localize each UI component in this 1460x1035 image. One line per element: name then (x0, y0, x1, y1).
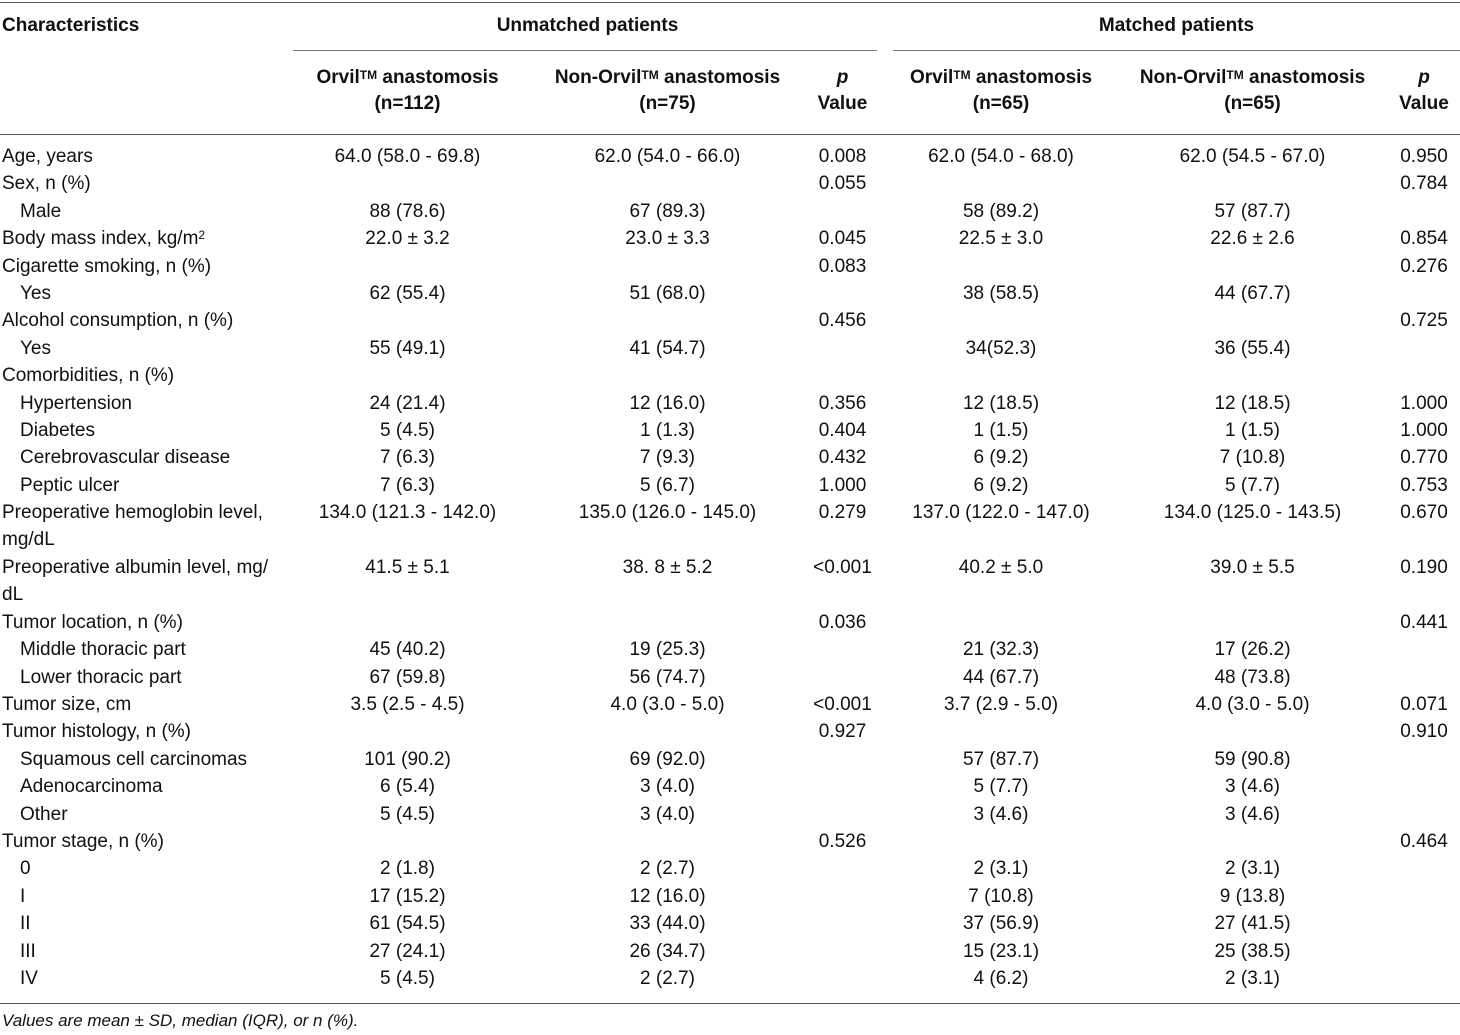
p-unmatched-value: 0.036 (818, 611, 867, 633)
row-label-text: Alcohol consumption, n (%) (2, 310, 234, 332)
row-label (2, 718, 191, 745)
orvil-unmatched-value: 62 (55.4) (369, 283, 446, 304)
header-p-matched: p (1418, 67, 1430, 88)
nonorvil-matched-value: 1 (1.5) (1225, 420, 1280, 441)
orvil-unmatched-value: 5 (4.5) (380, 968, 435, 989)
row-label (20, 664, 182, 691)
p-unmatched-value: 0.526 (818, 831, 867, 852)
orvil-unmatched-value: 27 (24.1) (369, 940, 446, 962)
nonorvil-unmatched-value: 12 (16.0) (629, 392, 706, 414)
p-unmatched-value: 0.008 (818, 146, 867, 167)
table-bottom-rule (0, 1003, 1460, 1004)
orvil-matched-value: 40.2 ± 5.0 (958, 557, 1044, 578)
nonorvil-unmatched-value: 38. 8 ± 5.2 (622, 557, 713, 578)
p-unmatched-value: 1.000 (818, 474, 867, 496)
table-row (0, 773, 1460, 800)
table-row (0, 170, 1460, 197)
orvil-matched-value: 4 (6.2) (973, 968, 1029, 989)
orvil-matched-value: 58 (89.2) (962, 200, 1040, 222)
row-label-superscript: 2 (198, 228, 206, 243)
nonorvil-matched-value: 134.0 (125.0 - 143.5) (1163, 502, 1342, 524)
table-row (0, 225, 1460, 252)
table-row (0, 499, 1460, 555)
nonorvil-matched-value: 62.0 (54.5 - 67.0) (1179, 146, 1326, 167)
nonorvil-unmatched-value: 51 (68.0) (629, 283, 706, 304)
p-matched-value: 0.854 (1400, 228, 1448, 250)
nonorvil-unmatched-value: 3 (4.0) (640, 776, 695, 798)
orvil-unmatched-value: 134.0 (121.3 - 142.0) (318, 502, 497, 524)
table-row (0, 718, 1460, 745)
orvil-suffix: anastomosis (970, 67, 1093, 88)
row-label-text: Comorbidities, n (%) (2, 365, 175, 387)
p-unmatched-value: 0.045 (818, 228, 867, 250)
row-label (20, 801, 68, 828)
table-row (0, 390, 1460, 417)
trademark-sup: TM (359, 68, 378, 82)
table-row (0, 472, 1460, 499)
row-label (2, 691, 131, 718)
row-label (20, 883, 25, 910)
row-label-text: III (20, 940, 36, 962)
table-row (0, 938, 1460, 965)
nonorvil-matched-value: 48 (73.8) (1214, 666, 1291, 688)
orvil-unmatched-value: 22.0 ± 3.2 (365, 228, 450, 250)
orvil-unmatched-value: 3.5 (2.5 - 4.5) (350, 694, 465, 715)
row-label (20, 472, 119, 499)
table-row (0, 362, 1460, 389)
nonorvil-matched-value: 57 (87.7) (1214, 200, 1291, 222)
table-top-rule (0, 2, 1460, 3)
orvil-unmatched-value: 7 (6.3) (380, 447, 435, 469)
table-row (0, 801, 1460, 828)
orvil-unmatched-value: 2 (1.8) (380, 858, 435, 880)
table-row (0, 280, 1460, 307)
row-label (2, 499, 287, 553)
orvil-matched-value: 12 (18.5) (962, 392, 1040, 414)
p-matched-value: 0.670 (1400, 502, 1448, 524)
row-label (20, 390, 132, 417)
orvil-unmatched-value: 55 (49.1) (369, 337, 446, 359)
orvil-matched-value: 34(52.3) (965, 337, 1037, 359)
row-label (20, 965, 38, 992)
row-label (2, 225, 205, 252)
nonorvil-unmatched-value: 56 (74.7) (629, 666, 706, 688)
orvil-unmatched-value: 67 (59.8) (369, 666, 446, 688)
header-orvil-matched (890, 66, 1112, 90)
orvil-unmatched-value: 45 (40.2) (369, 639, 446, 661)
nonorvil-matched-value: 44 (67.7) (1214, 283, 1291, 304)
orvil-matched-value: 22.5 ± 3.0 (958, 228, 1044, 250)
row-label-text: I (20, 885, 26, 907)
orvil-matched-value: 6 (9.2) (973, 474, 1029, 496)
orvil-matched-value: 44 (67.7) (962, 666, 1040, 688)
nonorvil-name: Non-Orvil (554, 67, 642, 88)
table-row (0, 335, 1460, 362)
nonorvil-matched-value: 9 (13.8) (1219, 885, 1286, 907)
row-label-text: Body mass index, kg/m (2, 228, 199, 250)
row-label (2, 307, 233, 334)
table-row (0, 307, 1460, 334)
row-label (20, 417, 95, 444)
nonorvil-matched-value: 27 (41.5) (1214, 913, 1291, 935)
table-row (0, 691, 1460, 718)
nonorvil-matched-value: 36 (55.4) (1214, 337, 1291, 359)
nonorvil-unmatched-value: 1 (1.3) (640, 420, 695, 441)
orvil-matched-value: 37 (56.9) (962, 913, 1040, 935)
matched-group-rule (893, 50, 1460, 51)
table-row (0, 417, 1460, 444)
table-row (0, 636, 1460, 663)
orvil-matched-value: 137.0 (122.0 - 147.0) (912, 502, 1090, 524)
row-label-text: Tumor size, cm (2, 694, 132, 715)
table-row (0, 910, 1460, 937)
orvil-matched-value: 7 (10.8) (968, 885, 1034, 907)
row-label (2, 143, 93, 170)
row-label-text: Preoperative hemoglobin level, mg/dL (2, 502, 263, 551)
nonorvil-matched-value: 39.0 ± 5.5 (1210, 557, 1295, 578)
row-label (2, 362, 174, 389)
p-unmatched-value: 0.083 (818, 255, 867, 277)
orvil-matched-value: 57 (87.7) (962, 748, 1040, 770)
row-label (20, 444, 230, 471)
table-row (0, 855, 1460, 882)
orvil-unmatched-value: 7 (6.3) (380, 474, 435, 496)
row-label-text: Middle thoracic part (20, 639, 186, 661)
p-unmatched-value: <0.001 (813, 557, 872, 578)
nonorvil-matched-value: 4.0 (3.0 - 5.0) (1195, 694, 1310, 715)
row-label-text: Age, years (2, 146, 93, 167)
header-matched-patients: Matched patients (1098, 15, 1255, 36)
row-label (20, 198, 61, 225)
nonorvil-matched-value: 3 (4.6) (1225, 776, 1280, 798)
nonorvil-unmatched-value: 2 (2.7) (640, 858, 695, 880)
table-row (0, 609, 1460, 636)
p-unmatched-value: 0.927 (818, 721, 867, 743)
trademark-sup: TM (1226, 68, 1244, 82)
row-label-text: Yes (20, 283, 51, 304)
row-label-text: Male (20, 200, 62, 222)
table-row (0, 253, 1460, 280)
orvil-unmatched-value: 5 (4.5) (380, 803, 435, 825)
row-label-text: Tumor histology, n (%) (2, 721, 191, 743)
nonorvil-unmatched-value: 33 (44.0) (629, 913, 706, 935)
nonorvil-unmatched-value: 2 (2.7) (640, 968, 695, 989)
table-footnote: Values are mean ± SD, median (IQR), or n (%). (2, 1011, 359, 1030)
orvil-unmatched-value: 17 (15.2) (369, 885, 446, 907)
p-matched-value: 0.725 (1400, 310, 1448, 332)
nonorvil-matched-value: 5 (7.7) (1225, 474, 1280, 496)
orvil-unmatched-value: 64.0 (58.0 - 69.8) (334, 146, 481, 167)
row-label (20, 910, 31, 937)
orvil-matched-value: 1 (1.5) (973, 420, 1029, 441)
header-p-unmatched: p (836, 67, 849, 88)
nonorvil-unmatched-value: 5 (6.7) (640, 474, 695, 496)
orvil-matched-value: 5 (7.7) (973, 776, 1029, 798)
row-label (20, 335, 51, 362)
p-matched-value: 0.753 (1400, 474, 1448, 496)
nonorvil-unmatched-value: 4.0 (3.0 - 5.0) (610, 694, 725, 715)
row-label (2, 609, 183, 636)
table-row (0, 746, 1460, 773)
unmatched-group-rule (293, 50, 877, 51)
nonorvil-matched-value: 7 (10.8) (1219, 447, 1286, 469)
row-label-text: 0 (20, 858, 31, 880)
p-matched-value: 0.770 (1400, 447, 1448, 469)
orvil-matched-value: 38 (58.5) (962, 283, 1040, 304)
header-orvil-unmatched-n: (n=112) (374, 93, 441, 114)
nonorvil-matched-value: 12 (18.5) (1214, 392, 1291, 414)
row-label-text: Hypertension (20, 392, 132, 414)
row-label (2, 828, 164, 855)
orvil-matched-value: 6 (9.2) (973, 447, 1029, 469)
table-row (0, 883, 1460, 910)
row-label (20, 855, 31, 882)
p-unmatched-value: 0.279 (818, 502, 867, 524)
trademark-sup: TM (641, 68, 659, 82)
nonorvil-unmatched-value: 62.0 (54.0 - 66.0) (594, 146, 741, 167)
table-row (0, 965, 1460, 992)
orvil-matched-value: 15 (23.1) (962, 940, 1040, 962)
p-unmatched-value: 0.456 (818, 310, 867, 332)
header-orvil-unmatched (295, 66, 520, 90)
nonorvil-unmatched-value: 7 (9.3) (640, 447, 695, 469)
p-unmatched-value: 0.055 (818, 173, 867, 195)
p-unmatched-value: <0.001 (813, 694, 872, 715)
header-unmatched-patients: Unmatched patients (496, 15, 679, 36)
header-nonorvil-unmatched-n: (n=75) (639, 93, 696, 114)
row-label-text: Preoperative albumin level, mg/ dL (2, 557, 269, 605)
header-characteristics: Characteristics (2, 15, 140, 36)
row-label (2, 554, 287, 608)
nonorvil-matched-value: 2 (3.1) (1225, 968, 1280, 989)
row-label-text: Other (20, 803, 68, 825)
orvil-unmatched-value: 5 (4.5) (380, 420, 435, 441)
p-matched-value: 0.441 (1400, 611, 1448, 633)
nonorvil-suffix: anastomosis (1243, 67, 1366, 88)
nonorvil-matched-value: 2 (3.1) (1225, 858, 1280, 880)
header-nonorvil-unmatched (535, 66, 800, 90)
p-matched-value: 0.950 (1400, 146, 1448, 167)
row-label-text: Lower thoracic part (20, 666, 182, 688)
orvil-unmatched-value: 61 (54.5) (369, 913, 446, 935)
row-label-text: Tumor stage, n (%) (2, 831, 164, 852)
header-orvil-matched-n: (n=65) (972, 93, 1030, 114)
nonorvil-matched-value: 3 (4.6) (1225, 803, 1280, 825)
row-label-text: Diabetes (20, 420, 95, 441)
p-unmatched-value: 0.404 (818, 420, 867, 441)
header-nonorvil-matched (1125, 66, 1380, 90)
orvil-unmatched-value: 101 (90.2) (364, 748, 451, 770)
row-label-text: Sex, n (%) (2, 173, 91, 195)
orvil-suffix: anastomosis (377, 67, 499, 88)
orvil-matched-value: 3 (4.6) (973, 803, 1029, 825)
p-matched-value: 0.071 (1400, 694, 1448, 715)
row-label-text: Yes (20, 337, 51, 359)
row-label-text: Adenocarcinoma (20, 776, 163, 798)
nonorvil-name: Non-Orvil (1139, 67, 1227, 88)
header-bottom-rule (0, 134, 1460, 135)
nonorvil-unmatched-value: 23.0 ± 3.3 (625, 228, 710, 250)
nonorvil-unmatched-value: 67 (89.3) (629, 200, 706, 222)
row-label-text: II (20, 913, 31, 935)
row-label (2, 170, 91, 197)
nonorvil-unmatched-value: 135.0 (126.0 - 145.0) (578, 502, 757, 524)
nonorvil-matched-value: 25 (38.5) (1214, 940, 1291, 962)
table-row (0, 198, 1460, 225)
orvil-matched-value: 21 (32.3) (962, 639, 1040, 661)
orvil-unmatched-value: 41.5 ± 5.1 (365, 557, 450, 578)
orvil-unmatched-value: 88 (78.6) (369, 200, 446, 222)
nonorvil-unmatched-value: 41 (54.7) (629, 337, 706, 359)
row-label-text: Squamous cell carcinomas (20, 748, 248, 770)
row-label (2, 253, 211, 280)
trademark-sup: TM (953, 68, 971, 82)
header-nonorvil-matched-n: (n=65) (1224, 93, 1281, 114)
table-row (0, 554, 1460, 610)
row-label (20, 280, 51, 307)
table-row (0, 444, 1460, 471)
nonorvil-unmatched-value: 26 (34.7) (629, 940, 706, 962)
nonorvil-matched-value: 22.6 ± 2.6 (1210, 228, 1295, 250)
p-unmatched-value: 0.432 (818, 447, 867, 469)
row-label (20, 636, 186, 663)
row-label (20, 746, 247, 773)
p-matched-value: 1.000 (1400, 392, 1448, 414)
p-matched-value: 0.784 (1400, 173, 1448, 195)
orvil-name: Orvil (909, 67, 954, 88)
nonorvil-unmatched-value: 19 (25.3) (629, 639, 706, 661)
orvil-name: Orvil (316, 67, 360, 88)
table-row (0, 664, 1460, 691)
orvil-unmatched-value: 24 (21.4) (369, 392, 446, 414)
row-label (20, 773, 163, 800)
row-label-text: IV (20, 968, 38, 989)
row-label-text: Tumor location, n (%) (2, 611, 183, 633)
table-row (0, 828, 1460, 855)
row-label (20, 938, 36, 965)
header-value-unmatched: Value (817, 93, 868, 114)
p-matched-value: 0.464 (1400, 831, 1448, 852)
nonorvil-matched-value: 59 (90.8) (1214, 748, 1291, 770)
orvil-matched-value: 62.0 (54.0 - 68.0) (928, 146, 1074, 167)
row-label-text: Cerebrovascular disease (20, 447, 231, 469)
nonorvil-unmatched-value: 69 (92.0) (629, 748, 706, 770)
row-label-text: Peptic ulcer (20, 474, 120, 496)
orvil-unmatched-value: 6 (5.4) (380, 776, 435, 798)
nonorvil-matched-value: 17 (26.2) (1214, 639, 1291, 661)
p-matched-value: 0.190 (1400, 557, 1448, 578)
table-row (0, 143, 1460, 170)
p-matched-value: 0.910 (1400, 721, 1448, 743)
p-matched-value: 1.000 (1400, 420, 1448, 441)
nonorvil-unmatched-value: 12 (16.0) (629, 885, 706, 907)
row-label-text: Cigarette smoking, n (%) (2, 255, 212, 277)
nonorvil-unmatched-value: 3 (4.0) (640, 803, 695, 825)
nonorvil-suffix: anastomosis (658, 67, 781, 88)
p-matched-value: 0.276 (1400, 255, 1448, 277)
header-value-matched: Value (1399, 93, 1449, 114)
orvil-matched-value: 2 (3.1) (973, 858, 1029, 880)
p-unmatched-value: 0.356 (818, 392, 867, 414)
orvil-matched-value: 3.7 (2.9 - 5.0) (943, 694, 1059, 715)
